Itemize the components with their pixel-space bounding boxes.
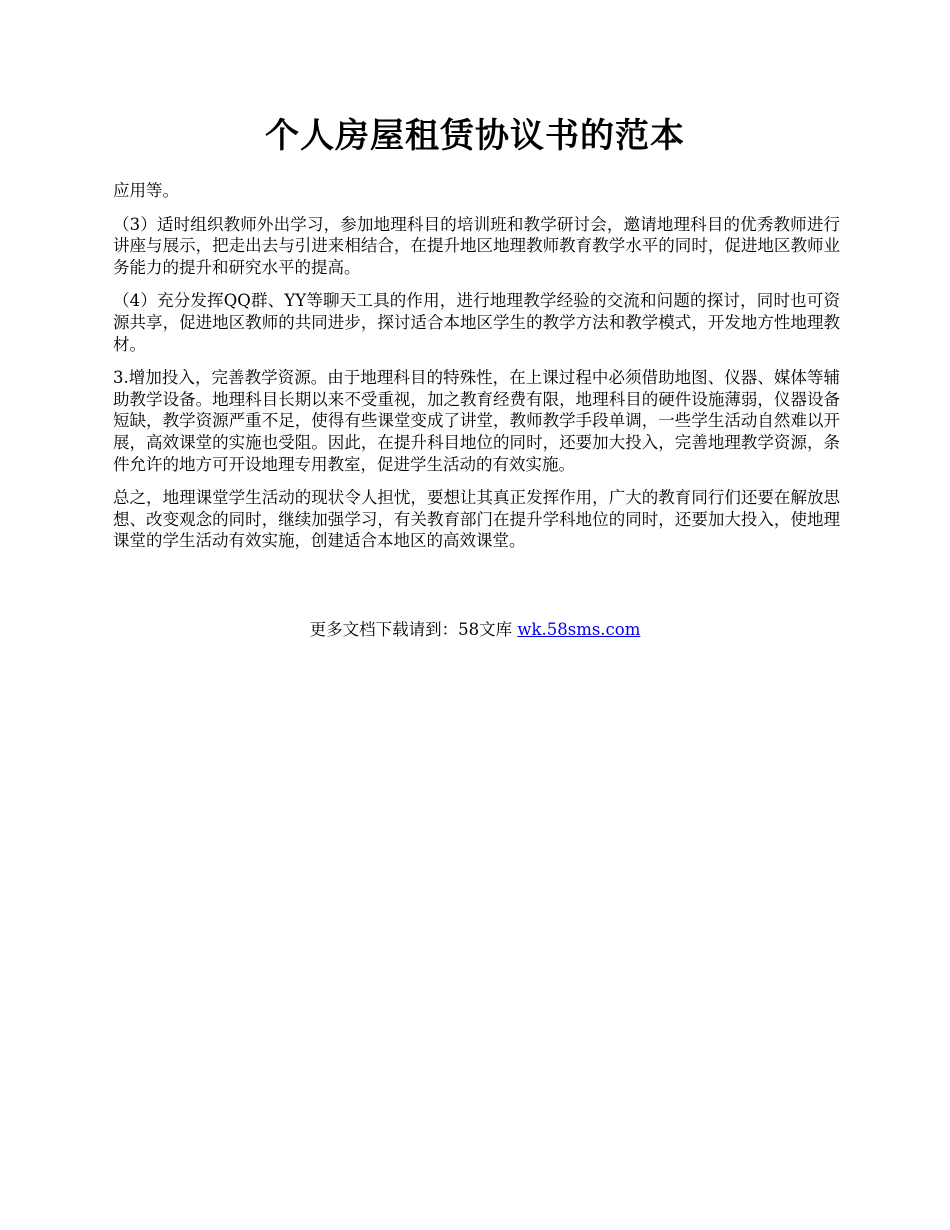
footer-link[interactable]: wk.58sms.com (517, 620, 641, 639)
footer-text: 更多文档下载请到：58文库 (309, 620, 518, 639)
document-title: 个人房屋租赁协议书的范本 (265, 116, 685, 156)
download-footer (0, 619, 950, 641)
paragraph-2: （3）适时组织教师外出学习，参加地理科目的培训班和教学研讨会，邀请地理科目的优秀教师进行讲座与展示，把走出去与引进来相结合，在提升地区地理教师教育教学水平的同时，促进地区教师业务能力的提升和研究水平的提高。 (113, 214, 840, 277)
paragraph-3: （4）充分发挥QQ群、YY等聊天工具的作用，进行地理教学经验的交流和问题的探讨，同时也可资源共享，促进地区教师的共同进步，探讨适合本地区学生的教学方法和教学模式，开发地方性地理教材。 (113, 291, 840, 354)
paragraph-1: 应用等。 (113, 181, 179, 200)
paragraph-4: 3.增加投入，完善教学资源。由于地理科目的特殊性，在上课过程中必须借助地图、仪器、媒体等辅助教学设备。地理科目长期以来不受重视，加之教育经费有限，地理科目的硬件设施薄弱，仪器设备短缺，教学资源严重不足，使得有些课堂变成了讲堂，教师教学手段单调，一些学生活动自然难以开展，高效课堂的实施也受阻。因此，在提升科目地位的同时，还要加大投入，完善地理教学资源，条件允许的地方可开设地理专用教室，促进学生活动的有效实施。 (113, 368, 840, 474)
document-body (113, 180, 840, 564)
paragraph-5: 总之，地理课堂学生活动的现状令人担忧，要想让其真正发挥作用，广大的教育同行们还要在解放思想、改变观念的同时，继续加强学习，有关教育部门在提升学科地位的同时，还要加大投入，使地理课堂的学生活动有效实施，创建适合本地区的高效课堂。 (113, 488, 840, 551)
